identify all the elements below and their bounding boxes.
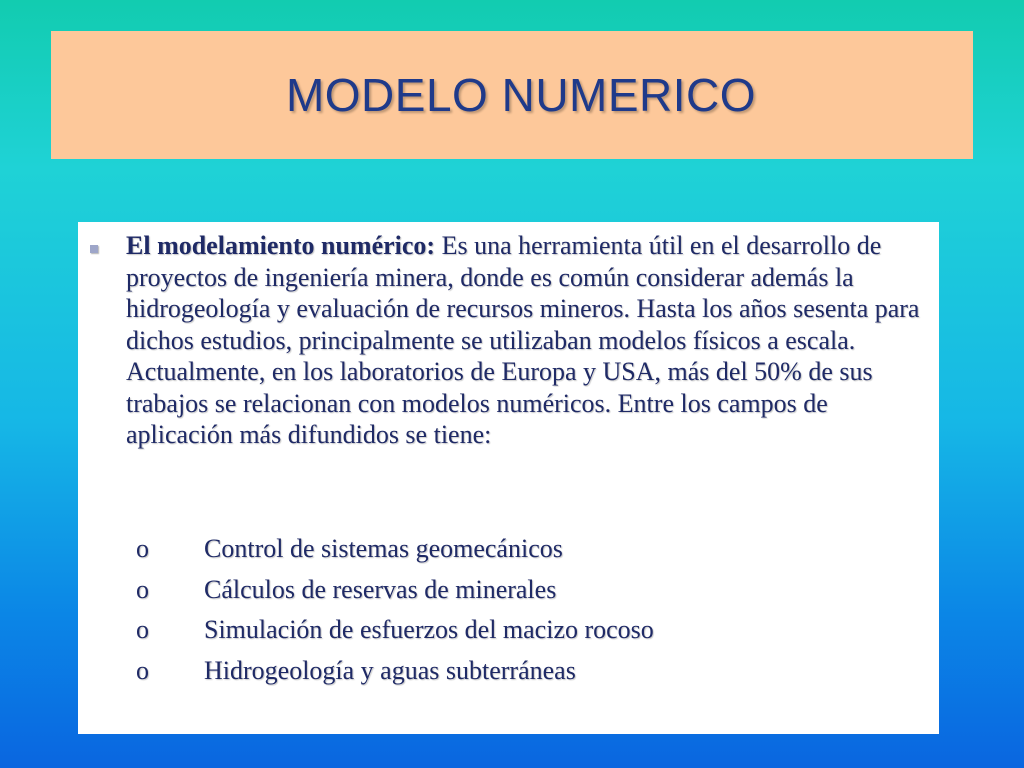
slide-title: MODELO NUMERICO	[285, 69, 757, 121]
title-banner	[51, 31, 973, 159]
list-item-text: Hidrogeología y aguas subterráneas	[204, 655, 576, 685]
paragraph-body: Es una herramienta útil en el desarrollo de proyectos de ingeniería minera, donde es común considerar además la hidrogeología y evaluación de recursos mineros. Hasta los años sesenta para dichos estudios, principalmente se utilizaban modelos físicos a escala. Actualmente, en los laboratorios de Europa y USA, más del 50% de sus trabajos se relacionan con modelos numéricos. Entre los campos de aplicación más difundidos se tiene:	[126, 231, 920, 449]
circle-bullet-icon: o	[136, 534, 149, 563]
list-item	[136, 570, 654, 611]
circle-bullet-icon: o	[136, 574, 149, 604]
list-item	[136, 529, 654, 570]
list-item-text: Control de sistemas geomecánicos	[204, 534, 563, 563]
circle-bullet-icon: o	[136, 615, 149, 644]
main-paragraph	[126, 230, 936, 451]
application-list	[136, 529, 654, 691]
list-item-text: Cálculos de reservas de minerales	[204, 574, 557, 604]
list-item	[136, 610, 654, 651]
circle-bullet-icon: o	[136, 655, 149, 685]
content-panel	[78, 222, 939, 734]
square-bullet-icon	[90, 245, 98, 253]
list-item	[136, 651, 654, 692]
list-item-text: Simulación de esfuerzos del macizo rocoso	[204, 615, 654, 644]
paragraph-lead: El modelamiento numérico:	[126, 231, 436, 260]
